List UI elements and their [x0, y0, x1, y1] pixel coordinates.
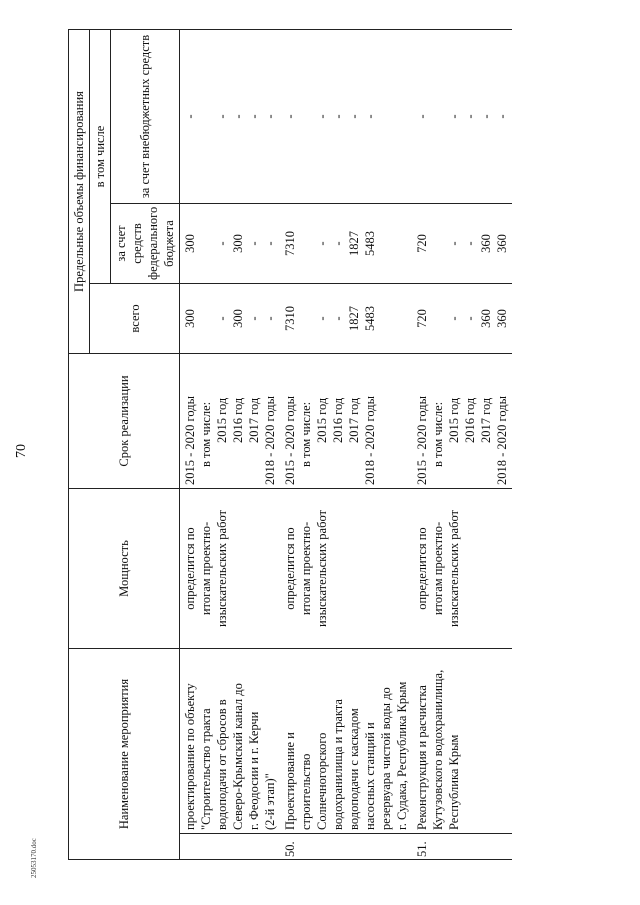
capacity [180, 489, 281, 649]
term-line: в том числе: [199, 401, 213, 467]
measure-name-line: Республика Крым [447, 734, 461, 830]
measure-name-line: насосных станций и [363, 722, 377, 830]
funding-federal-value: - [463, 241, 477, 246]
funding-extra-value: - [263, 114, 277, 119]
term-line: 2016 год [331, 397, 345, 443]
funding-total-value: 1827 [347, 306, 361, 331]
funding-extra-value: - [463, 114, 477, 119]
term-line: в том числе: [431, 401, 445, 467]
funding-total-value: - [447, 316, 461, 321]
funding-federal-value: 7310 [283, 231, 297, 256]
funding-extra-value: - [183, 114, 197, 119]
measure-name-line: Проектирование и [283, 732, 297, 830]
measure-name-line: (2-й этап)" [263, 773, 277, 830]
funding-total-value: 720 [415, 309, 429, 328]
capacity-line: итогам проектно- [299, 521, 313, 616]
funding-extra-value [430, 33, 446, 200]
term-line: 2015 год [215, 397, 229, 443]
header-funding-group: Предельные объемы финансирования [69, 30, 90, 354]
measure-name-line: проектирование по объекту [183, 683, 197, 830]
measure-name-line: резервуара чистой воды до [379, 687, 393, 830]
funding-extra-value: - [495, 114, 509, 119]
term-line: 2015 - 2020 годы [283, 395, 297, 485]
term-line: 2016 год [463, 397, 477, 443]
capacity-line: определится по [283, 527, 297, 610]
capacity-line: итогам проектно- [199, 521, 213, 616]
row-number: 50. [280, 834, 412, 860]
funding-total-value: - [263, 316, 277, 321]
implementation-term [180, 354, 281, 489]
funding-extra-value: - [415, 114, 429, 119]
funding-extra [280, 30, 412, 204]
funding-extra-value: - [315, 114, 329, 119]
funding-total-value: - [463, 316, 477, 321]
measure-name-line: водоподачи от сбросов в [215, 699, 229, 830]
header-federal: за счет средств федерального бюджета [111, 204, 180, 284]
funding-total-value: 360 [479, 309, 493, 328]
capacity-line: определится по [183, 527, 197, 610]
funding-federal-value: 5483 [363, 231, 377, 256]
term-line: 2015 год [447, 397, 461, 443]
funding-federal-value: - [263, 241, 277, 246]
term-line: 2017 год [247, 397, 261, 443]
funding-total-value: 300 [183, 309, 197, 328]
term-line: 2018 - 2020 годы [495, 395, 509, 485]
term-line: 2017 год [479, 397, 493, 443]
table-row [180, 30, 281, 860]
table-row [412, 30, 512, 860]
measure-name [180, 649, 281, 834]
funding-total-value: - [331, 316, 345, 321]
funding-extra-value: - [283, 114, 297, 119]
funding-federal-value: - [215, 241, 229, 246]
table-row [280, 30, 412, 860]
funding-federal-value: - [315, 241, 329, 246]
funding-total [180, 284, 281, 354]
funding-federal-value: 360 [495, 234, 509, 253]
funding-total-value: 300 [231, 309, 245, 328]
header-total: всего [90, 284, 180, 354]
measure-name-line: водоподачи с каскадом [347, 708, 361, 830]
funding-extra-value: - [363, 114, 377, 119]
funding-total-value [198, 287, 214, 350]
funding-federal-value: 300 [183, 234, 197, 253]
funding-table [68, 29, 512, 860]
funding-total [412, 284, 512, 354]
measure-name-line: г. Феодосии и г. Керчи [247, 711, 261, 830]
capacity-line: итогам проектно- [431, 521, 445, 616]
funding-federal-value: 360 [479, 234, 493, 253]
term-line: 2018 - 2020 годы [363, 395, 377, 485]
funding-total-value [430, 287, 446, 350]
funding-federal-value: - [447, 241, 461, 246]
capacity-line: изыскательских работ [315, 509, 329, 628]
funding-total-value: 7310 [283, 306, 297, 331]
measure-name [280, 649, 412, 834]
funding-total-value: - [315, 316, 329, 321]
funding-total-value: - [215, 316, 229, 321]
funding-total-value: - [247, 316, 261, 321]
measure-name-line: Северо-Крымский канал до [231, 683, 245, 830]
implementation-term [412, 354, 512, 489]
funding-federal-value: 300 [231, 234, 245, 253]
funding-extra-value: - [347, 114, 361, 119]
term-line: 2016 год [231, 397, 245, 443]
rotated-table-container [68, 30, 608, 860]
header-extra: за счет внебюджетных средств [111, 30, 180, 204]
funding-federal-value [198, 207, 214, 280]
funding-federal [280, 204, 412, 284]
funding-extra [180, 30, 281, 204]
funding-federal-value [298, 207, 314, 280]
capacity [280, 489, 412, 649]
funding-extra-value: - [331, 114, 345, 119]
term-line: в том числе: [299, 401, 313, 467]
measure-name-line: г. Судака, Республика Крым [395, 681, 409, 830]
measure-name-line: водохранилища и тракта [331, 699, 345, 830]
funding-federal [180, 204, 281, 284]
page-number: 70 [14, 444, 29, 458]
funding-extra-value: - [215, 114, 229, 119]
funding-extra-value [198, 33, 214, 200]
term-line: 2015 - 2020 годы [415, 395, 429, 485]
measure-name-line: строительство [299, 753, 313, 830]
funding-extra [412, 30, 512, 204]
header-capacity: Мощность [69, 489, 180, 649]
funding-extra-value [298, 33, 314, 200]
header-term: Срок реализации [69, 354, 180, 489]
document-footer: 25053170.doc [30, 838, 38, 878]
term-line: 2017 год [347, 397, 361, 443]
funding-total [280, 284, 412, 354]
capacity-line: определится по [415, 527, 429, 610]
funding-total-value [298, 287, 314, 350]
measure-name-line: "Строительство тракта [199, 708, 213, 830]
measure-name [412, 649, 512, 834]
funding-federal-value: 720 [415, 234, 429, 253]
funding-federal-value [430, 207, 446, 280]
term-line: 2015 - 2020 годы [183, 395, 197, 485]
capacity [412, 489, 512, 649]
header-name: Наименование мероприятия [69, 649, 180, 860]
funding-federal [412, 204, 512, 284]
measure-name-line: Кутузовского водохранилища, [431, 669, 445, 830]
term-line: 2015 год [315, 397, 329, 443]
term-line: 2018 - 2020 годы [263, 395, 277, 485]
funding-federal-value: - [247, 241, 261, 246]
table-body [180, 30, 513, 860]
implementation-term [280, 354, 412, 489]
funding-extra-value: - [447, 114, 461, 119]
measure-name-line: Реконструкция и расчистка [415, 685, 429, 830]
funding-total-value: 5483 [363, 306, 377, 331]
capacity-line: изыскательских работ [447, 509, 461, 628]
funding-federal-value: 1827 [347, 231, 361, 256]
capacity-line: изыскательских работ [215, 509, 229, 628]
row-number [180, 834, 281, 860]
header-including: в том числе [90, 30, 111, 284]
funding-extra-value: - [247, 114, 261, 119]
funding-extra-value: - [479, 114, 493, 119]
measure-name-line: Солнечногорского [315, 732, 329, 830]
funding-federal-value: - [331, 241, 345, 246]
funding-total-value: 360 [495, 309, 509, 328]
funding-extra-value: - [231, 114, 245, 119]
row-number: 51. [412, 834, 512, 860]
